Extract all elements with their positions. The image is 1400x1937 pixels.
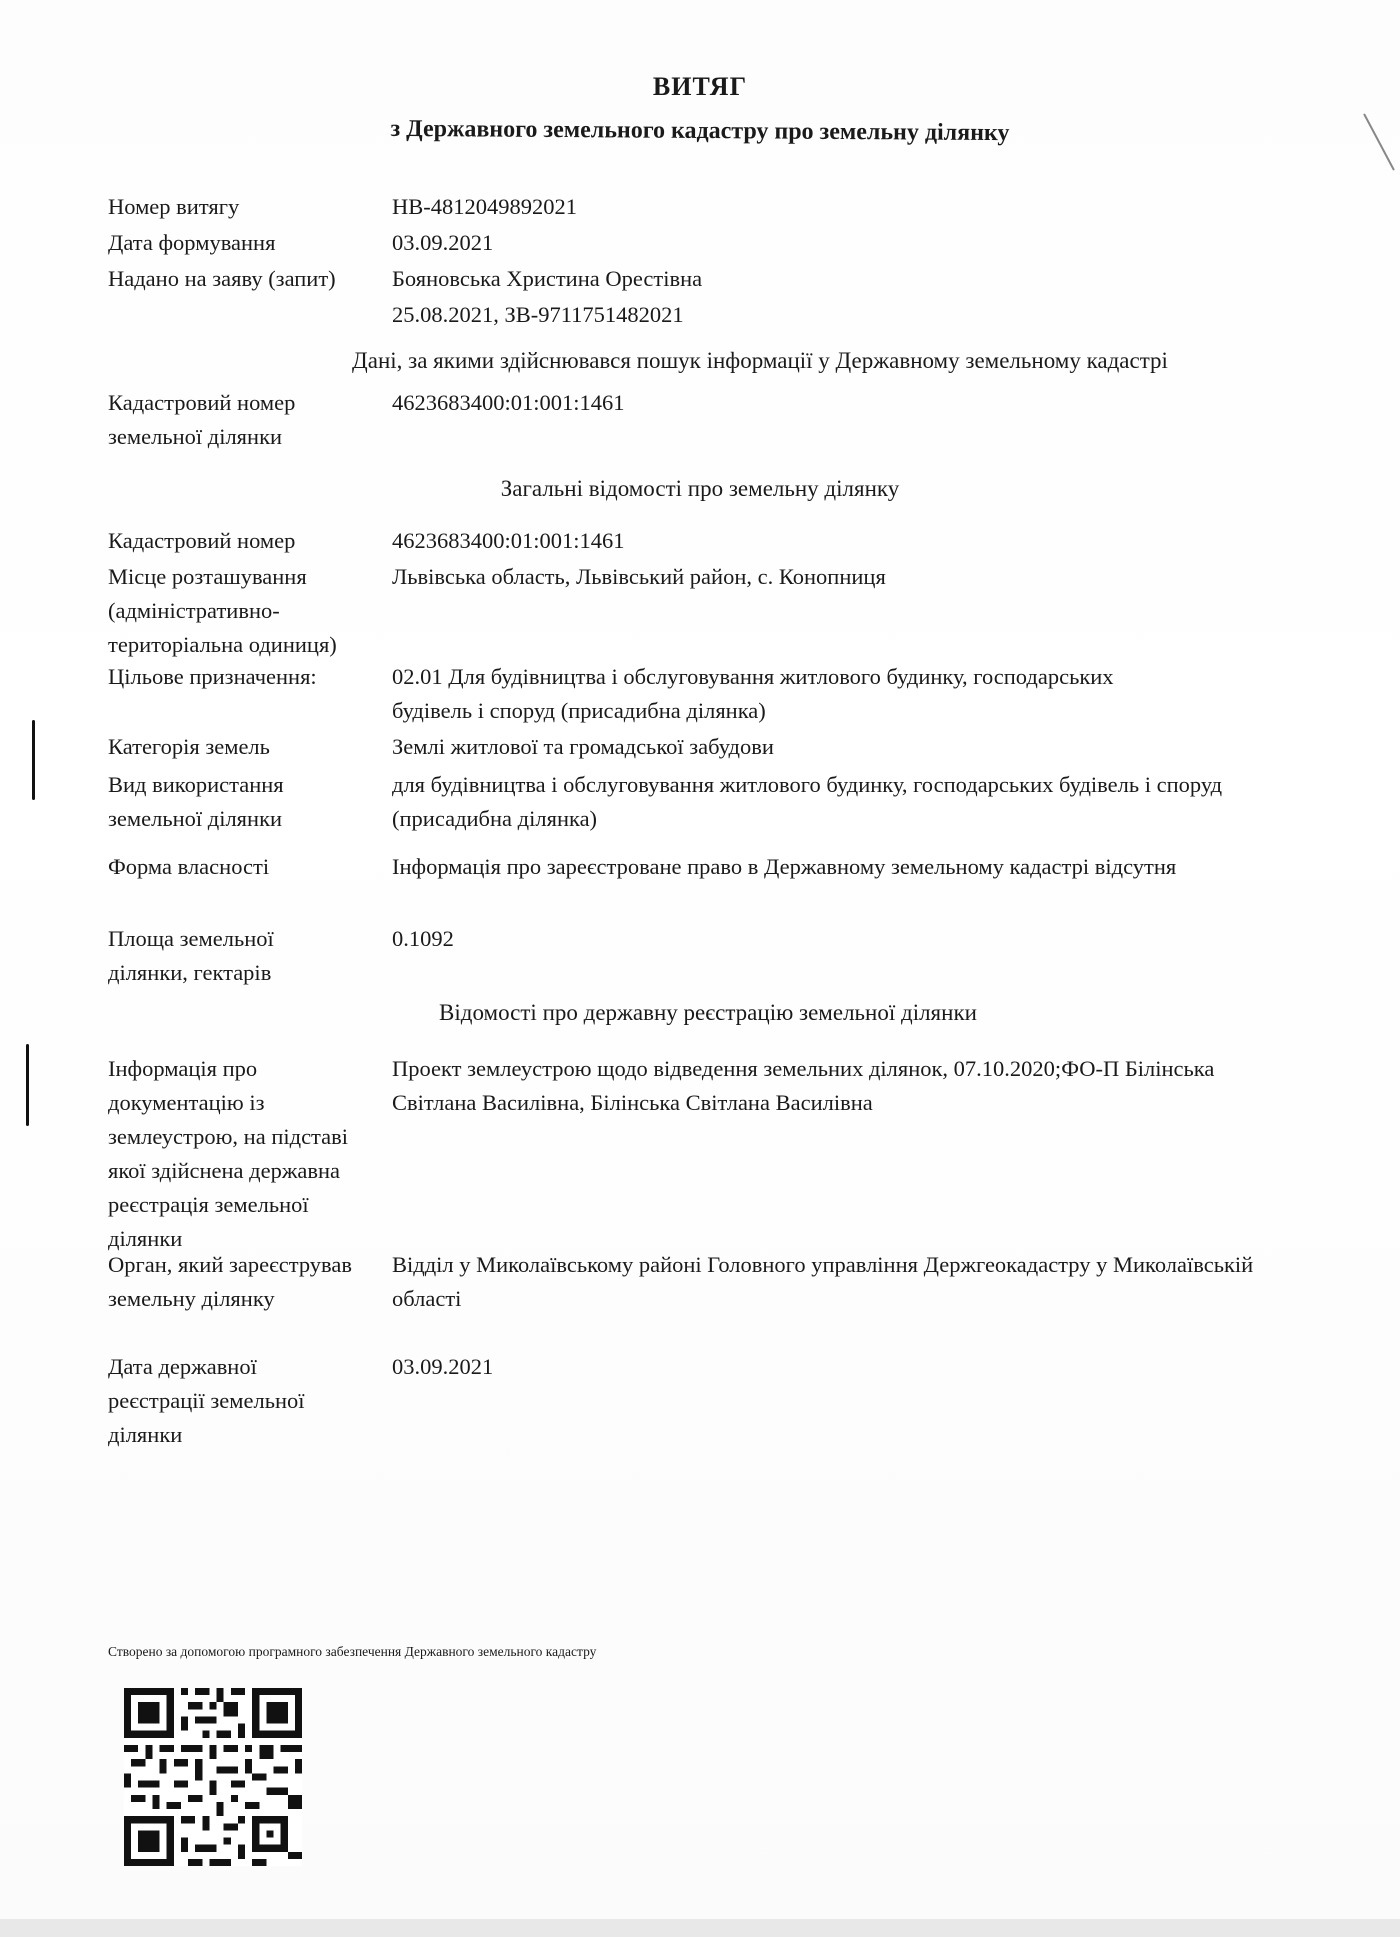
field-value: Бояновська Христина Орестівна — [392, 266, 703, 291]
field-value: для будівництва і обслуговування житлового будинку, господарських будівель і споруд (присадибна ділянка) — [392, 772, 1223, 831]
section-title-registration: Відомості про державну реєстрацію земельної ділянки — [439, 1000, 977, 1025]
document-subtitle: з Державного земельного кадастру про земельну ділянку — [390, 115, 1010, 147]
field-value: Відділ у Миколаївському районі Головного управління Держгеокадастру у Миколаївській області — [392, 1252, 1254, 1311]
document-title: ВИТЯГ — [652, 72, 748, 101]
field-value: 0.1092 — [392, 926, 454, 951]
field-value: 4623683400:01:001:1461 — [392, 390, 625, 415]
field-value: Інформація про зареєстроване право в Державному земельному кадастрі відсутня — [392, 854, 1177, 879]
field-label: Інформація про документацію із землеустрою, на підставі якої здійснена державна реєстрація земельної ділянки — [108, 1056, 349, 1251]
field-label: Вид використання земельної ділянки — [108, 772, 284, 831]
field-label: Місце розташування (адміністративно-територіальна одиниця) — [108, 564, 337, 657]
field-value: 02.01 Для будівництва і обслуговування житлового будинку, господарських будівель і споруд (присадибна ділянка) — [392, 664, 1114, 723]
margin-pen-mark — [32, 720, 35, 800]
scan-bottom-edge — [0, 1919, 1400, 1937]
field-value: 25.08.2021, ЗВ-9711751482021 — [392, 302, 684, 327]
field-label: Надано на заяву (запит) — [108, 266, 336, 291]
field-label: Кадастровий номер земельної ділянки — [108, 390, 296, 449]
field-label: Цільове призначення: — [108, 664, 317, 689]
field-label: Дата державної реєстрації земельної ділянки — [108, 1354, 305, 1447]
field-label: Площа земельної ділянки, гектарів — [108, 926, 274, 985]
field-label: Форма власності — [108, 854, 270, 879]
field-label: Орган, який зареєстрував земельну ділянку — [108, 1252, 352, 1311]
field-value: Проект землеустрою щодо відведення земельних ділянок, 07.10.2020;ФО-П Білінська Світлана Василівна, Білінська Світлана Василівна — [392, 1056, 1215, 1115]
field-value: Землі житлової та громадської забудови — [392, 734, 774, 759]
field-label: Категорія земель — [108, 734, 270, 759]
field-value: НВ-4812049892021 — [392, 194, 577, 219]
section-title-general: Загальні відомості про земельну ділянку — [500, 476, 900, 501]
footer-software-note: Створено за допомогою програмного забезпечення Державного земельного кадастру — [108, 1644, 597, 1659]
field-value: 03.09.2021 — [392, 230, 494, 255]
field-value: 4623683400:01:001:1461 — [392, 528, 625, 553]
section-title-search: Дані, за якими здійснювався пошук інформації у Державному земельному кадастрі — [352, 348, 1168, 373]
field-value: 03.09.2021 — [392, 1354, 494, 1379]
field-value: Львівська область, Львівський район, с. Конопниця — [392, 564, 886, 589]
field-label: Кадастровий номер — [108, 528, 296, 553]
qr-code-icon — [124, 1688, 302, 1866]
field-label: Дата формування — [108, 230, 276, 255]
margin-pen-mark — [26, 1044, 29, 1126]
field-label: Номер витягу — [108, 194, 240, 219]
